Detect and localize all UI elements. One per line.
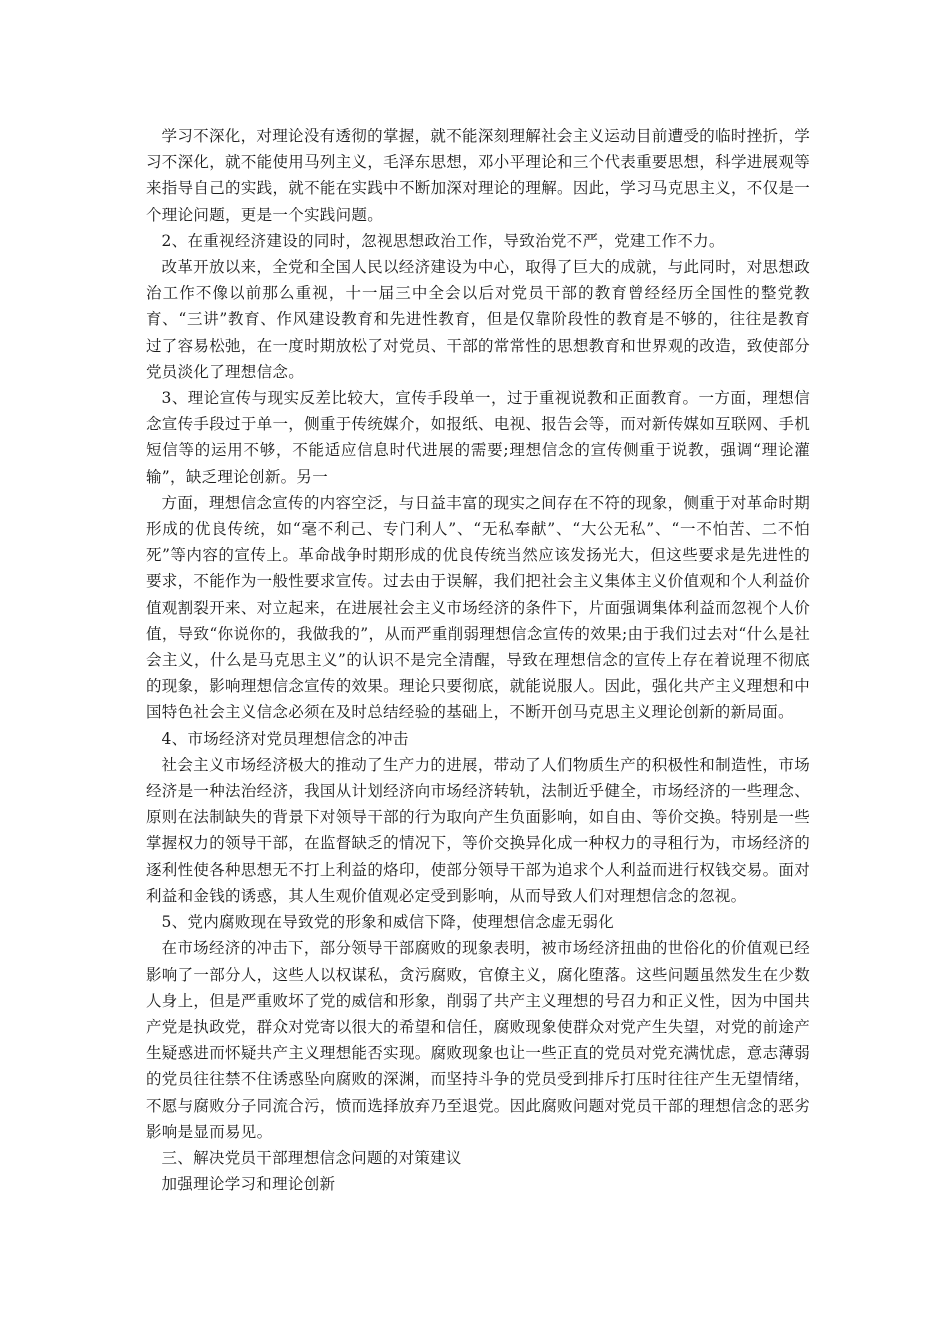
document-body xyxy=(146,123,810,1197)
subheading-strengthen-theory: 加强理论学习和理论创新 xyxy=(161,1175,336,1194)
heading-item-2: 2、在重视经济建设的同时，忽视思想政治工作，导致治党不严，党建工作不力。 xyxy=(161,231,725,250)
heading-item-4: 4、市场经济对党员理想信念的冲击 xyxy=(161,729,409,748)
paragraph-reform-opening: 改革开放以来，全党和全国人民以经济建设为中心，取得了巨大的成就，与此同时，对思想政治工作不像以前那么重视，十一届三中全会以后对党员干部的教育曾经经历全国性的整党教育、“三讲”教育、作风建设教育和先进性教育，但是仅靠阶段性的教育是不够的，往往是教育过了容易松弛，在一度时期放松了对党员、干部的常常性的思想教育和世界观的改造，致使部分党员淡化了理想信念。 xyxy=(146,258,810,381)
paragraph-propaganda-content: 方面，理想信念宣传的内容空泛，与日益丰富的现实之间存在不符的现象，侧重于对革命时期形成的优良传统，如“毫不利己、专门利人”、“无私奉献”、“大公无私”、“一不怕苦、二不怕死”等内容的宣传上。革命战争时期形成的优良传统当然应该发扬光大，但这些要求是先进性的要求，不能作为一般性要求宣传。过去由于误解，我们把社会主义集体主义价值观和个人利益价值观割裂开来、对立起来，在进展社会主义市场经济的条件下，片面强调集体利益而忽视个人价值，导致“你说你的，我做我的”，从而严重削弱理想信念宣传的效果;由于我们过去对“什么是社会主义，什么是马克思主义”的认识不是完全清醒，导致在理想信念的宣传上存在着说理不彻底的现象，影响理想信念宣传的效果。理论只要彻底，就能说服人。因此，强化共产主义理想和中国特色社会主义信念必须在及时总结经验的基础上，不断开创马克思主义理论创新的新局面。 xyxy=(146,493,810,722)
paragraph-corruption: 在市场经济的冲击下，部分领导干部腐败的现象表明，被市场经济扭曲的世俗化的价值观已经影响了一部分人，这些人以权谋私，贪污腐败，官僚主义，腐化堕落。这些问题虽然发生在少数人身上，但是严重败坏了党的威信和形象，削弱了共产主义理想的号召力和正义性，因为中国共产党是执政党，群众对党寄以很大的希望和信任，腐败现象使群众对党产生失望，对党的前途产生疑惑进而怀疑共产主义理想能否实现。腐败现象也让一些正直的党员对党充满忧虑，意志薄弱的党员往往禁不住诱惑坠向腐败的深渊，而坚持斗争的党员受到排斥打压时往往产生无望情绪，不愿与腐败分子同流合污，愤而选择放弃乃至退党。因此腐败问题对党员干部的理想信念的恶劣影响是显而易见。 xyxy=(146,939,810,1141)
paragraph-market-economy: 社会主义市场经济极大的推动了生产力的进展，带动了人们物质生产的积极性和制造性，市场经济是一种法治经济，我国从计划经济向市场经济转轨，法制近乎健全，市场经济的一些理念、原则在法制缺失的背景下对领导干部的行为取向产生负面影响，如自由、等价交换。特别是一些掌握权力的领导干部，在监督缺乏的情况下，等价交换异化成一种权力的寻租行为，市场经济的逐利性使各种思想无不打上利益的烙印，使部分领导干部为追求个人利益而进行权钱交易。面对利益和金钱的诱惑，其人生观价值观必定受到影响，从而导致人们对理想信念的忽视。 xyxy=(146,755,810,905)
section-heading-3: 三、解决党员干部理想信念问题的对策建议 xyxy=(161,1148,462,1167)
heading-item-3-paragraph: 3、理论宣传与现实反差比较大，宣传手段单一，过于重视说教和正面教育。一方面，理想信念宣传手段过于单一，侧重于传统媒介，如报纸、电视、报告会等，而对新传媒如互联网、手机短信等的运用不够，不能适应信息时代进展的需要;理想信念的宣传侧重于说教，强调“理论灌输”，缺乏理论创新。另一 xyxy=(146,389,810,486)
heading-item-5: 5、党内腐败现在导致党的形象和威信下降，使理想信念虚无弱化 xyxy=(161,913,615,932)
paragraph-study-theory: 学习不深化，对理论没有透彻的掌握，就不能深刻理解社会主义运动目前遭受的临时挫折，学习不深化，就不能使用马列主义，毛泽东思想，邓小平理论和三个代表重要思想，科学进展观等来指导自己的实践，就不能在实践中不断加深对理论的理解。因此，学习马克思主义，不仅是一个理论问题，更是一个实践问题。 xyxy=(146,127,810,224)
